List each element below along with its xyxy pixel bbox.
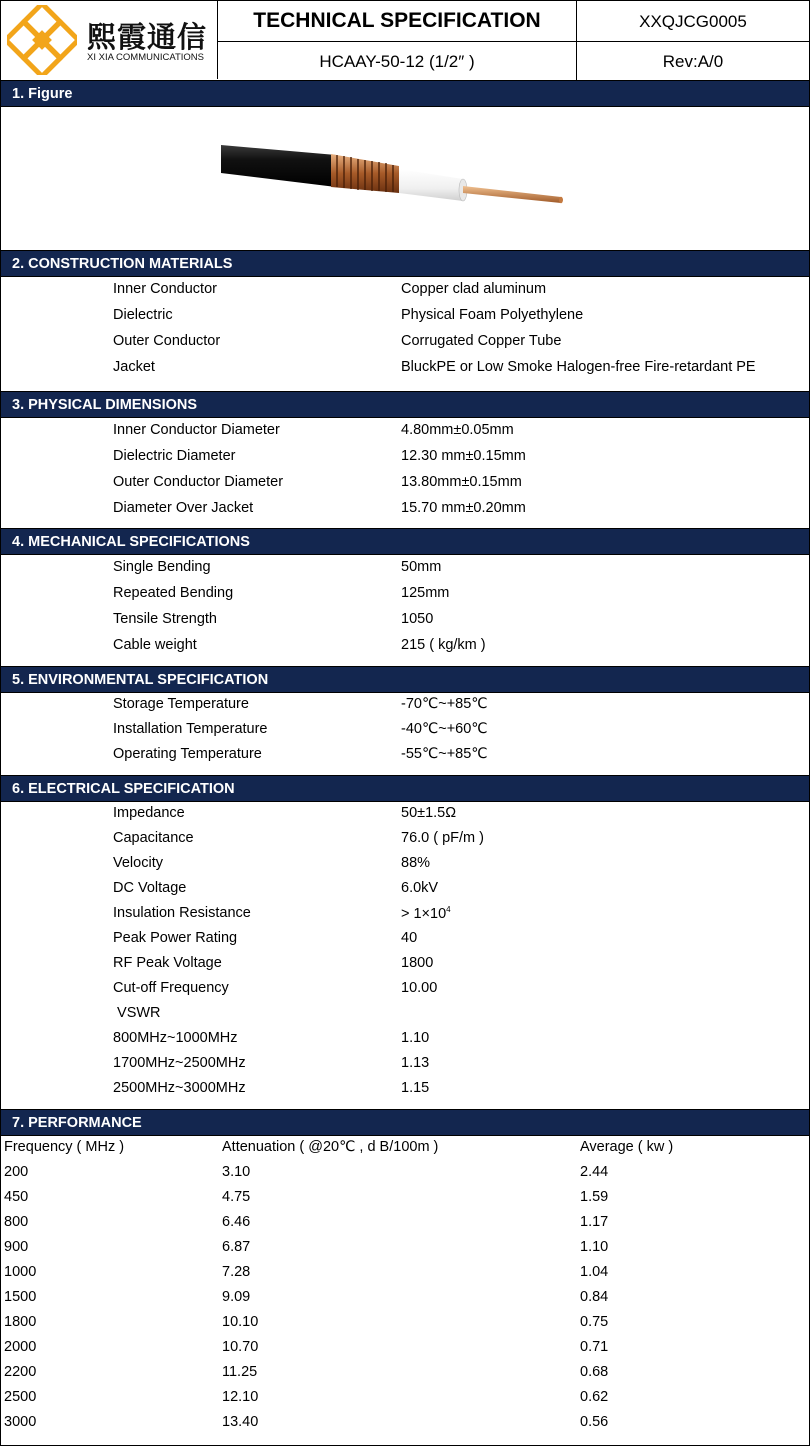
spec-label: Capacitance [113,830,194,846]
spec-label: Cable weight [113,637,197,653]
table-row [1,1410,809,1435]
frequency-cell: 200 [4,1164,29,1180]
spec-value: BluckPE or Low Smoke Halogen-free Fire-retardant PE [401,359,756,375]
spec-label: RF Peak Voltage [113,955,222,971]
frequency-cell: 2000 [4,1339,37,1355]
average-power-cell: 0.71 [580,1339,609,1355]
frequency-cell: 450 [4,1189,29,1205]
spec-label: 2500MHz~3000MHz [113,1080,246,1096]
average-power-cell: 2.44 [580,1164,609,1180]
average-power-cell: 1.17 [580,1214,609,1230]
logo-knot-icon [7,5,77,75]
company-name-chinese: 熙霞通信 [87,20,208,54]
section-figure-header [1,80,809,107]
spec-row [1,1026,809,1051]
average-power-cell: 0.68 [580,1364,609,1380]
average-power-cell: 1.04 [580,1264,609,1280]
spec-row [1,555,809,580]
spec-row [1,329,809,354]
section-title: 1. Figure [12,86,73,102]
spec-label: Installation Temperature [113,721,268,737]
spec-value [401,905,451,922]
attenuation-cell: 6.87 [222,1239,251,1255]
attenuation-cell: 9.09 [222,1289,251,1305]
column-header: Average ( kw ) [580,1139,674,1155]
section-electrical-header [1,775,809,802]
table-row [1,1310,809,1335]
spec-row [1,581,809,606]
spec-label: Jacket [113,359,155,375]
spec-label: Dielectric [113,307,173,323]
spec-row [1,717,809,742]
spec-label: Inner Conductor [113,281,217,297]
section-title: 4. MECHANICAL SPECIFICATIONS [12,534,250,550]
spec-row [1,1001,809,1026]
spec-value: -55℃~+85℃ [401,746,488,762]
attenuation-cell: 4.75 [222,1189,251,1205]
spec-row [1,355,809,380]
spec-row [1,976,809,1001]
table-row [1,1385,809,1410]
table-row [1,1360,809,1385]
spec-value: Corrugated Copper Tube [401,333,562,349]
spec-row [1,901,809,926]
spec-value: -40℃~+60℃ [401,721,488,737]
spec-row [1,496,809,521]
average-power-cell: 0.84 [580,1289,609,1305]
spec-row [1,1076,809,1101]
spec-value: 1.15 [401,1080,430,1096]
section-title: 6. ELECTRICAL SPECIFICATION [12,781,235,797]
average-power-cell: 1.59 [580,1189,609,1205]
spec-value: Physical Foam Polyethylene [401,307,584,323]
attenuation-cell: 10.10 [222,1314,259,1330]
table-row [1,1160,809,1185]
spec-value: -70℃~+85℃ [401,696,488,712]
exponent: 4 [446,905,451,914]
table-row [1,1210,809,1235]
spec-row [1,277,809,302]
section-performance-header [1,1109,809,1136]
section-physical-header [1,391,809,418]
spec-value: 50±1.5Ω [401,805,457,821]
frequency-cell: 2200 [4,1364,37,1380]
spec-row [1,633,809,658]
spec-label: Inner Conductor Diameter [113,422,280,438]
section-environmental-header [1,666,809,693]
average-power-cell: 0.62 [580,1389,609,1405]
spec-label: Tensile Strength [113,611,217,627]
company-name-english: XI XIA COMMUNICATIONS [87,52,205,63]
spec-value: 1800 [401,955,434,971]
spec-row [1,303,809,328]
spec-row [1,926,809,951]
average-power-cell: 0.56 [580,1414,609,1430]
revision: Rev:A/0 [662,52,724,71]
attenuation-cell: 11.25 [222,1364,258,1380]
spec-value: 12.30 mm±0.15mm [401,448,526,464]
frequency-cell: 800 [4,1214,29,1230]
spec-row [1,470,809,495]
attenuation-cell: 7.28 [222,1264,251,1280]
spec-value: 1050 [401,611,434,627]
spec-row [1,951,809,976]
table-row [1,1185,809,1210]
spec-label: Storage Temperature [113,696,249,712]
table-row [1,1260,809,1285]
document-title: TECHNICAL SPECIFICATION [218,1,577,42]
insulation-value: > 1×10 [401,906,447,922]
frequency-cell: 1500 [4,1289,37,1305]
spec-value: 1.13 [401,1055,430,1071]
spec-row [1,1051,809,1076]
spec-label: Dielectric Diameter [113,448,236,464]
spec-label: DC Voltage [113,880,187,896]
spec-row [1,607,809,632]
model-number: HCAAY-50-12 (1/2″ ) [218,42,577,80]
section-title: 3. PHYSICAL DIMENSIONS [12,397,198,413]
document-code: XXQJCG0005 [577,1,809,42]
spec-value: 4.80mm±0.05mm [401,422,514,438]
attenuation-cell: 6.46 [222,1214,251,1230]
attenuation-cell: 13.40 [222,1414,259,1430]
spec-row [1,742,809,767]
spec-label: Velocity [113,855,163,871]
section-title: 2. CONSTRUCTION MATERIALS [12,256,233,272]
frequency-cell: 1000 [4,1264,37,1280]
spec-value: 40 [401,930,418,946]
section-title: 7. PERFORMANCE [12,1115,142,1131]
attenuation-cell: 10.70 [222,1339,259,1355]
spec-value: 1.10 [401,1030,430,1046]
column-header: Attenuation ( @20℃ , d B/100m ) [222,1139,439,1155]
spec-value: 50mm [401,559,442,575]
spec-label: VSWR [113,1005,161,1021]
spec-label: Repeated Bending [113,585,234,601]
spec-row [1,801,809,826]
spec-label: Outer Conductor Diameter [113,474,284,490]
table-row [1,1235,809,1260]
spec-label: Insulation Resistance [113,905,251,921]
spec-value: 88% [401,855,431,871]
spec-label: 1700MHz~2500MHz [113,1055,246,1071]
attenuation-cell: 12.10 [222,1389,259,1405]
table-row [1,1285,809,1310]
cable-figure [211,129,571,219]
spec-value: 13.80mm±0.15mm [401,474,522,490]
spec-row [1,692,809,717]
column-header: Frequency ( MHz ) [4,1139,125,1155]
spec-value: 76.0 ( pF/m ) [401,830,484,846]
document-header [1,1,809,80]
average-power-cell: 0.75 [580,1314,609,1330]
spec-value: 6.0kV [401,880,439,896]
section-construction-header [1,250,809,277]
spec-label: 800MHz~1000MHz [113,1030,238,1046]
spec-label: Single Bending [113,559,211,575]
spec-label: Cut-off Frequency [113,980,229,996]
frequency-cell: 2500 [4,1389,37,1405]
spec-row [1,876,809,901]
frequency-cell: 900 [4,1239,29,1255]
spec-value: 10.00 [401,980,438,996]
spec-value: Copper clad aluminum [401,281,547,297]
company-logo [1,1,218,79]
spec-label: Impedance [113,805,185,821]
average-power-cell: 1.10 [580,1239,609,1255]
spec-label: Operating Temperature [113,746,262,762]
section-mechanical-header [1,528,809,555]
table-header-row [1,1135,809,1160]
spec-row [1,444,809,469]
spec-row [1,851,809,876]
frequency-cell: 3000 [4,1414,37,1430]
spec-value: 15.70 mm±0.20mm [401,500,526,516]
spec-label: Diameter Over Jacket [113,500,254,516]
spec-row [1,418,809,443]
spec-value: 125mm [401,585,450,601]
frequency-cell: 1800 [4,1314,37,1330]
spec-value: 215 ( kg/km ) [401,637,486,653]
attenuation-cell: 3.10 [222,1164,251,1180]
spec-label: Outer Conductor [113,333,221,349]
spec-label: Peak Power Rating [113,930,238,946]
table-row [1,1335,809,1360]
spec-row [1,826,809,851]
section-title: 5. ENVIRONMENTAL SPECIFICATION [12,672,269,688]
